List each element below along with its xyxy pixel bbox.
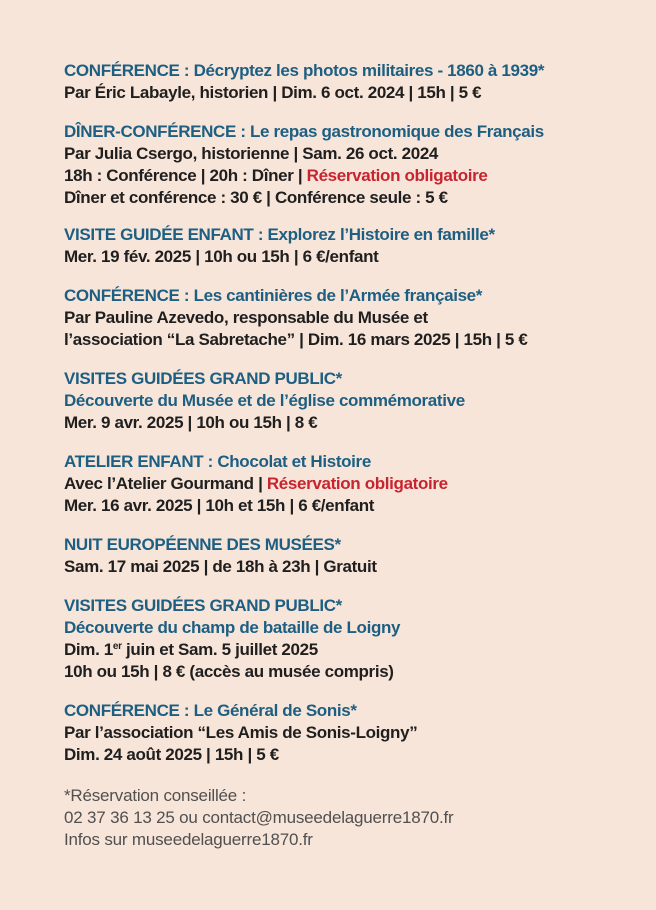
event-item [64,451,616,517]
event-subtitle: Découverte du champ de bataille de Loigny [64,618,401,637]
event-detail: Par Pauline Azevedo, responsable du Musée et [64,308,428,327]
event-item [64,700,616,766]
event-title: CONFÉRENCE : Le Général de Sonis* [64,701,357,720]
event-detail: Mer. 9 avr. 2025 | 10h ou 15h | 8 € [64,413,318,432]
event-detail: Par l’association “Les Amis de Sonis-Loigny” [64,723,418,742]
event-detail: 10h ou 15h | 8 € (accès au musée compris) [64,662,394,681]
event-detail: Mer. 19 fév. 2025 | 10h ou 15h | 6 €/enfant [64,247,379,266]
event-title: CONFÉRENCE : Décryptez les photos militaires - 1860 à 1939* [64,61,545,80]
ordinal-suffix: er [112,641,122,652]
footer-info [64,785,454,851]
contact-info: 02 37 36 13 25 ou contact@museedelaguerre1870.fr [64,808,454,827]
event-item [64,224,616,268]
event-subtitle: Découverte du Musée et de l’église commémorative [64,391,465,410]
event-detail [64,165,616,187]
event-detail: Dîner et conférence : 30 € | Conférence seule : 5 € [64,188,448,207]
event-title: VISITES GUIDÉES GRAND PUBLIC* [64,369,342,388]
event-item [64,595,616,683]
event-item [64,60,616,104]
event-date-start: Dim. 1 [64,640,113,659]
event-host: Avec l’Atelier Gourmand | [64,474,267,493]
event-item [64,368,616,434]
event-item [64,285,616,351]
event-title: VISITE GUIDÉE ENFANT : Explorez l’Histoire en famille* [64,225,495,244]
reservation-required-notice: Réservation obligatoire [266,474,448,493]
reservation-note: *Réservation conseillée : [64,786,247,805]
event-detail: Par Éric Labayle, historien | Dim. 6 oct. 2024 | 15h | 5 € [64,83,482,102]
event-list [64,60,616,783]
event-title: NUIT EUROPÉENNE DES MUSÉES* [64,535,341,554]
event-title: ATELIER ENFANT : Chocolat et Histoire [64,452,371,471]
event-item [64,121,616,209]
event-detail [64,639,616,661]
event-detail: l’association “La Sabretache” | Dim. 16 mars 2025 | 15h | 5 € [64,330,528,349]
event-detail: Sam. 17 mai 2025 | de 18h à 23h | Gratuit [64,557,377,576]
event-title: CONFÉRENCE : Les cantinières de l’Armée française* [64,286,483,305]
event-date-rest: juin et Sam. 5 juillet 2025 [121,640,318,659]
event-title: VISITES GUIDÉES GRAND PUBLIC* [64,596,342,615]
event-schedule: 18h : Conférence | 20h : Dîner | [64,166,307,185]
event-title: DÎNER-CONFÉRENCE : Le repas gastronomique des Français [64,122,544,141]
event-detail: Mer. 16 avr. 2025 | 10h et 15h | 6 €/enfant [64,496,375,515]
website-info: Infos sur museedelaguerre1870.fr [64,830,313,849]
reservation-required-notice: Réservation obligatoire [306,166,488,185]
event-detail: Dim. 24 août 2025 | 15h | 5 € [64,745,279,764]
event-detail [64,473,616,495]
event-detail: Par Julia Csergo, historienne | Sam. 26 oct. 2024 [64,144,439,163]
event-item [64,534,616,578]
